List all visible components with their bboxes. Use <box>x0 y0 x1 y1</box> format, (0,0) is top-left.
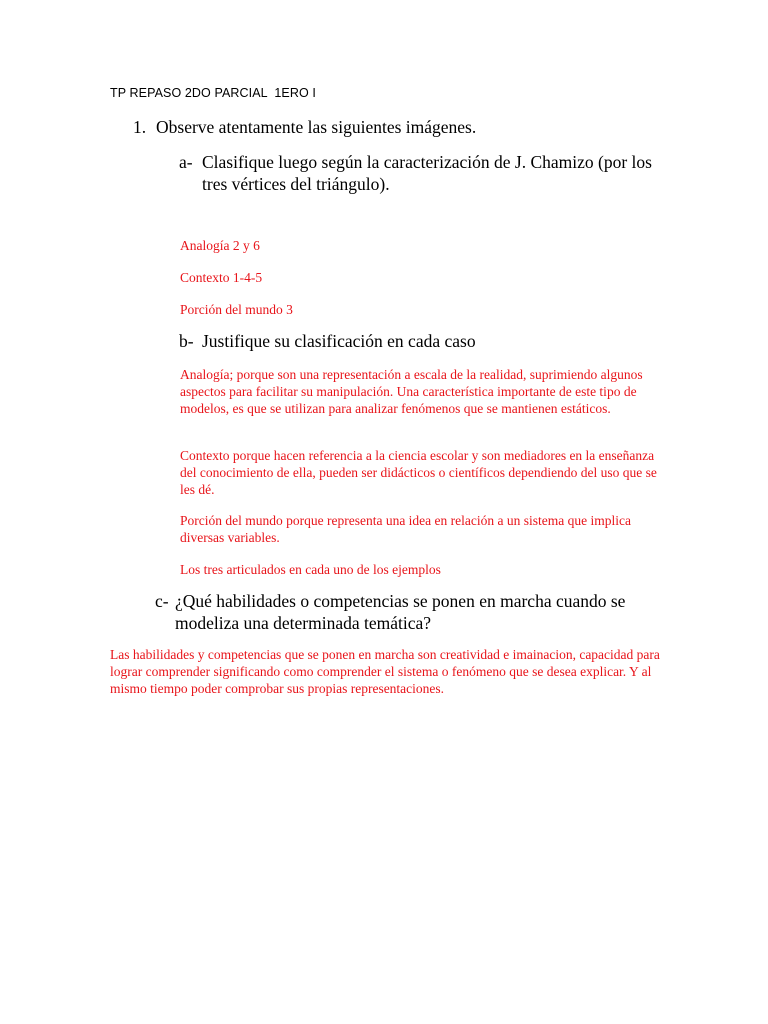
answer-part-c: Las habilidades y competencias que se ponen en marcha son creatividad e imainacion, capacidad para lograr comprender significando como comprender el sistema o fenómeno que se desea explicar. Y al mismo tiempo poder comprobar sus propias representaciones. <box>110 647 660 696</box>
part-a-letter: a- <box>179 152 193 172</box>
justification-articulados: Los tres articulados en cada uno de los ejemplos <box>180 562 441 577</box>
document-header: TP REPASO 2DO PARCIAL 1ERO I <box>110 86 316 100</box>
part-c <box>155 590 655 634</box>
justification-contexto: Contexto porque hacen referencia a la ciencia escolar y son mediadores en la enseñanza del conocimiento de ella, pueden ser didácticos o científicos dependiendo del uso que se les dé. <box>180 448 657 497</box>
part-b <box>179 330 659 352</box>
part-c-text: ¿Qué habilidades o competencias se ponen en marcha cuando se modeliza una determinada temática? <box>175 591 626 633</box>
question-1-number: 1. <box>133 117 147 137</box>
justification-analogia: Analogía; porque son una representación a escala de la realidad, suprimiendo algunos aspectos para facilitar su manipulación. Una característica importante de este tipo de modelos, es que se utilizan para analizar fenómenos que se mantienen estáticos. <box>180 367 643 416</box>
answer-contexto: Contexto 1-4-5 <box>180 270 263 285</box>
part-c-letter: c- <box>155 591 169 611</box>
part-a <box>179 151 659 195</box>
answer-analogia: Analogía 2 y 6 <box>180 238 260 253</box>
part-b-letter: b- <box>179 331 194 351</box>
question-1-text: Observe atentamente las siguientes imágenes. <box>156 117 477 137</box>
answer-porcion-del-mundo: Porción del mundo 3 <box>180 302 293 317</box>
part-a-text: Clasifique luego según la caracterización de J. Chamizo (por los tres vértices del triángulo). <box>202 152 652 194</box>
part-b-text: Justifique su clasificación en cada caso <box>202 331 476 351</box>
question-1 <box>133 116 476 138</box>
justification-porcion: Porción del mundo porque representa una idea en relación a un sistema que implica diversas variables. <box>180 513 631 545</box>
